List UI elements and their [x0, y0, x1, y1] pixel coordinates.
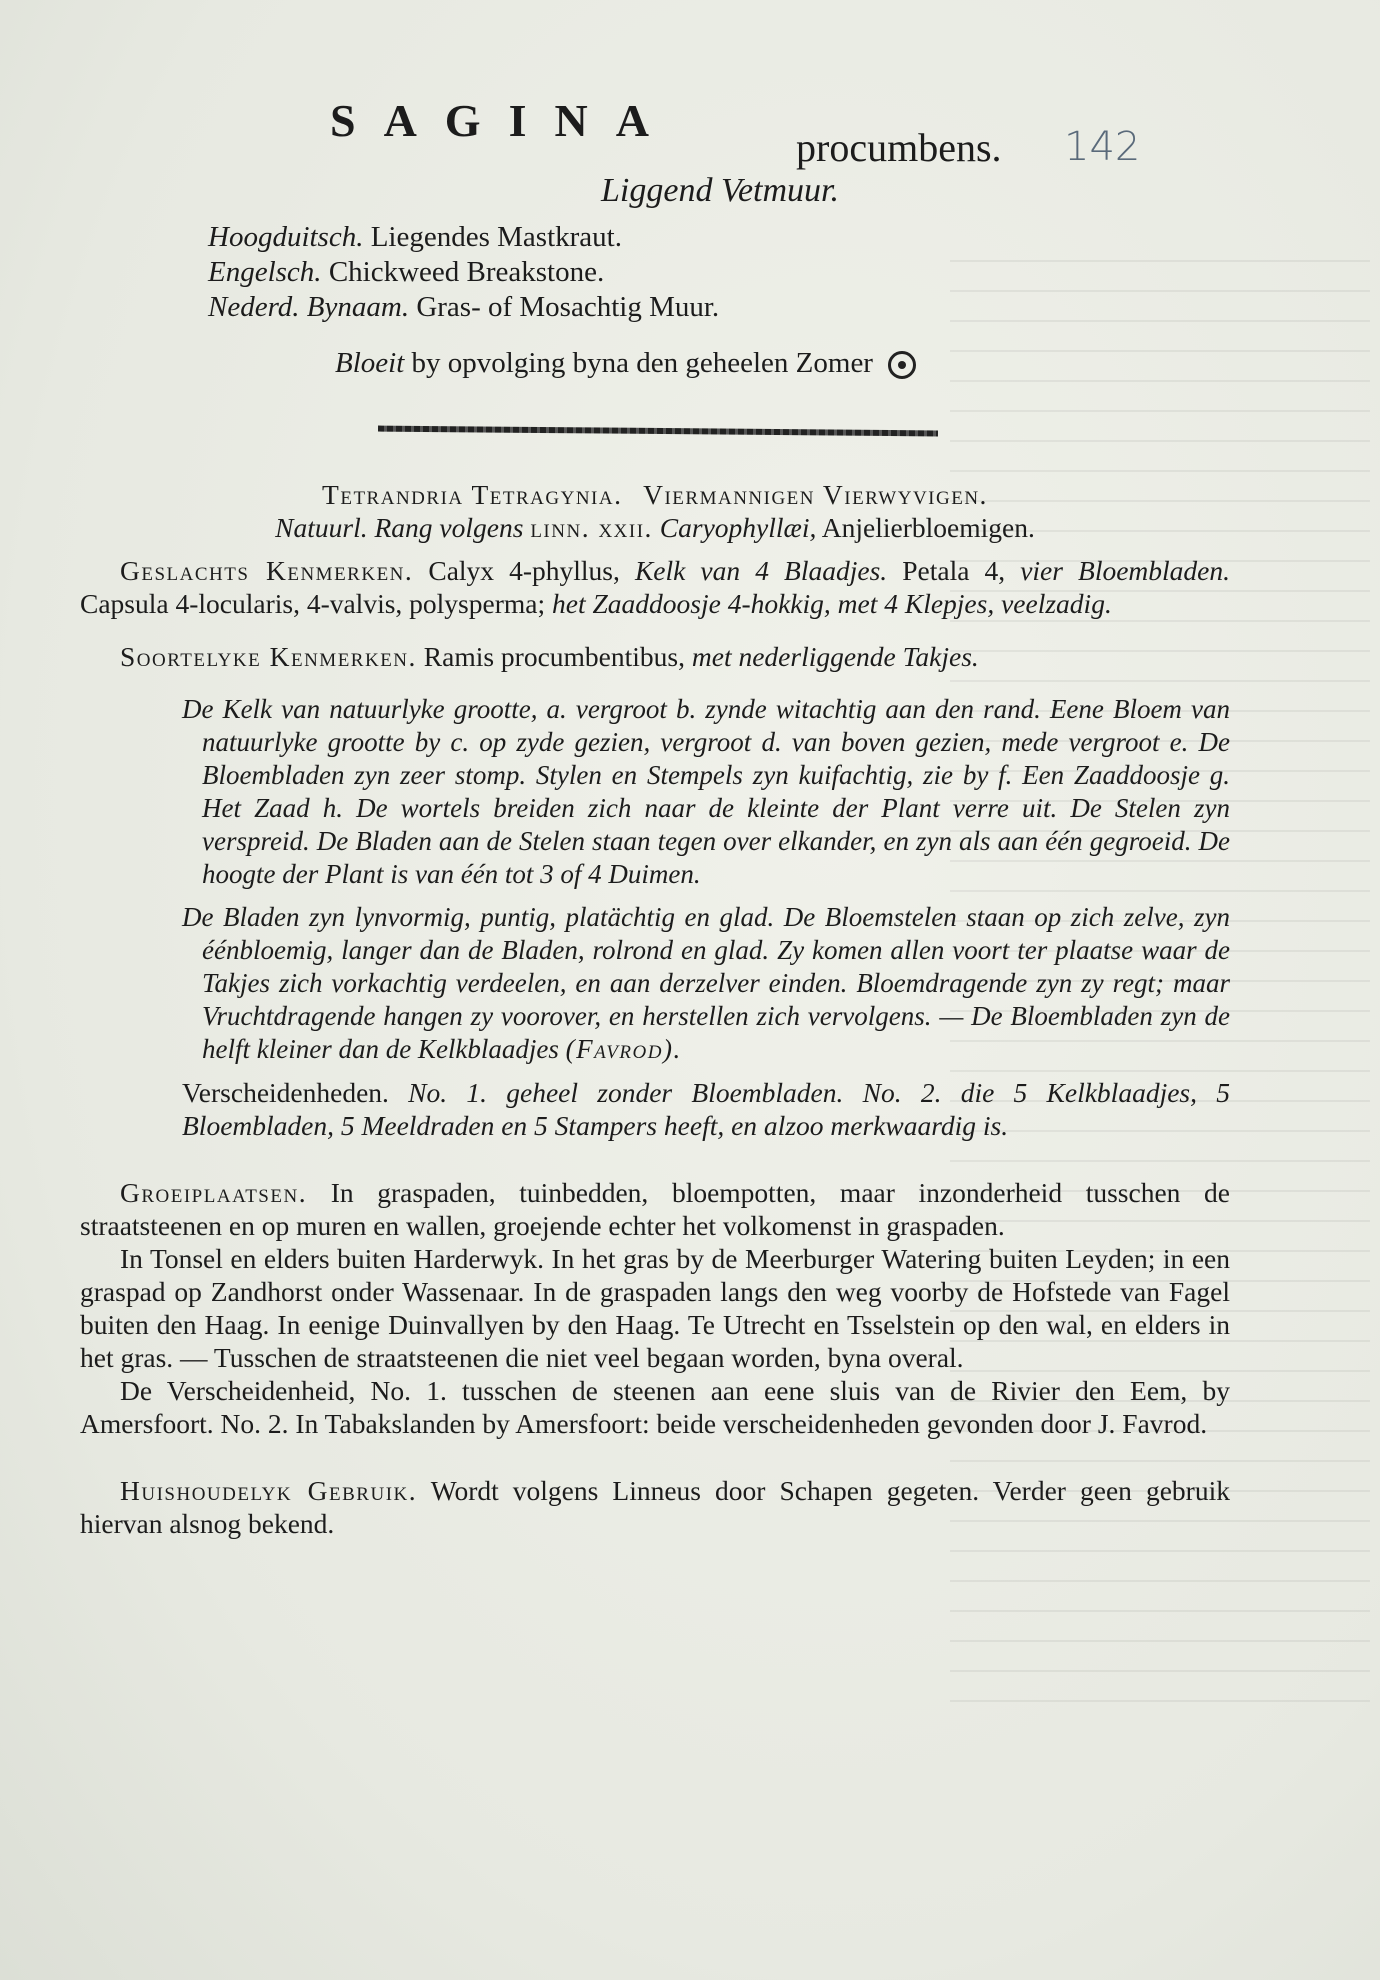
linnaean-class	[80, 478, 1230, 511]
vernacular-name: Gras- of Mosachtig Muur.	[416, 291, 720, 323]
class-dutch: Viermannigen Vierwyvigen.	[643, 479, 988, 510]
dutch-text: Kelk van 4 Blaadjes.	[634, 555, 888, 586]
flowering-text: by opvolging byna den geheelen Zomer	[411, 347, 873, 379]
main-text	[80, 478, 1230, 1540]
latin-text: Ramis procumbentibus,	[423, 641, 685, 672]
species-char-heading: Soortelyke Kenmerken.	[120, 641, 417, 672]
household-use	[80, 1474, 1230, 1540]
latin-text: Capsula 4-locularis, 4-valvis, polysperma;	[80, 588, 546, 619]
genus-title: SAGINA	[330, 95, 677, 146]
decorative-rule	[378, 426, 938, 437]
description-text: De Bladen zyn lynvormig, puntig, platächtig en glad. De Bloemstelen staan op zich zelve, zyn éénbloemig, langer dan de Bladen, rolrond en glad. Zy komen allen voort ter plaatse waar de Takjes zich vorkachtig verdeelen, en aan derzelver einden. Bloemdragende zyn zy regt; maar Vruchtdragende hangen zy voorover, en herstellen zich vervolgens. — De Bloembladen zyn de helft kleiner dan de Kelkblaadjes	[182, 902, 1230, 1064]
habitat-text: In graspaden, tuinbedden, bloempotten, maar inzonderheid tusschen de straatsteenen en op muren en wallen, groejende echter het volkomenst in graspaden.	[80, 1177, 1231, 1241]
latin-text: Petala 4,	[902, 555, 1006, 586]
varieties	[182, 1076, 1230, 1142]
dutch-text: het Zaaddoosje 4-hokkig, met 4 Klepjes, veelzadig.	[552, 588, 1112, 619]
name-row	[208, 290, 719, 325]
description-paragraph	[182, 901, 1230, 1066]
handwritten-page-number: 142	[1064, 124, 1141, 170]
flowering-note	[335, 347, 916, 380]
flowering-label: Bloeit	[335, 347, 405, 379]
language-label: Hoogduitsch.	[208, 221, 364, 253]
family-latin: Caryophyllæi,	[659, 512, 817, 543]
common-name: Liggend Vetmuur.	[601, 172, 839, 209]
rank-label: Natuurl. Rang volgens	[275, 512, 524, 543]
vernacular-name: Chickweed Breakstone.	[328, 256, 605, 288]
dutch-text: vier Bloembladen.	[1020, 555, 1231, 586]
vernacular-name: Liegendes Mastkraut.	[370, 221, 622, 253]
species-name: procumbens.	[796, 125, 1002, 170]
description-paragraph: De Kelk van natuurlyke grootte, a. vergroot b. zynde witachtig aan den rand. Eene Bloem van natuurlyke grootte by c. op zyde gezien, vergroot d. van boven gezien, mede vergroot e. De Bloembladen zyn zeer stomp. Stylen en Stempels zyn kuifachtig, zie by f. Een Zaaddoosje g. Het Zaad h. De wortels breiden zich naar de kleinte der Plant verre uit. De Stelen zyn verspreid. De Bladen aan de Stelen staan tegen over elkander, en zyn als aan één gegroeid. De hoogte der Plant is van één tot 3 of 4 Duimen.	[182, 694, 1230, 889]
genus-characters	[80, 554, 1230, 620]
linnaeus-rank: linn. xxii.	[530, 512, 653, 543]
species-characters	[80, 640, 1230, 673]
habitat-heading: Groeiplaatsen.	[120, 1177, 308, 1208]
varieties-label: Verscheidenheden.	[182, 1077, 389, 1108]
language-label: Nederd. Bynaam.	[208, 291, 410, 323]
use-heading: Huishoudelyk Gebruik.	[120, 1475, 418, 1506]
annual-symbol-icon	[888, 351, 916, 379]
habitat	[80, 1176, 1230, 1242]
language-label: Engelsch.	[208, 256, 322, 288]
author-credit: (Favrod).	[565, 1034, 682, 1064]
use-text: Wordt volgens Linneus door Schapen gegeten. Verder geen gebruik hiervan alsnog bekend.	[80, 1475, 1230, 1539]
name-row	[208, 255, 719, 290]
genus-char-heading: Geslachts Kenmerken.	[120, 555, 414, 586]
name-row	[208, 220, 719, 255]
latin-text: Calyx 4-phyllus,	[428, 555, 620, 586]
natural-rank	[80, 511, 1230, 544]
family-dutch: Anjelierbloemigen.	[821, 512, 1035, 543]
habitat-localities: In Tonsel en elders buiten Harderwyk. In het gras by de Meerburger Watering buiten Leyden; in een graspad op Zandhorst onder Wassenaar. In de graspaden langs den weg voorby de Hofstede van Fagel buiten den Haag. In eenige Duinvallyen by den Haag. Te Utrecht en Tsselstein op den wal, en elders in het gras. — Tusschen de straatsteenen die niet veel begaan worden, byna overal.	[80, 1243, 1230, 1373]
dutch-text: met nederliggende Takjes.	[691, 641, 979, 672]
vernacular-names	[208, 220, 719, 325]
habitat-varieties: De Verscheidenheid, No. 1. tusschen de steenen aan eene sluis van de Rivier den Eem, by Amersfoort. No. 2. In Tabakslanden by Amersfoort: beide verscheidenheden gevonden door J. Favrod.	[80, 1375, 1230, 1439]
class-latin: Tetrandria Tetragynia.	[322, 479, 623, 510]
varieties-text: No. 1. geheel zonder Bloembladen. No. 2. die 5 Kelkblaadjes, 5 Bloembladen, 5 Meeldraden en 5 Stampers heeft, en alzoo merkwaardig is.	[182, 1077, 1230, 1141]
